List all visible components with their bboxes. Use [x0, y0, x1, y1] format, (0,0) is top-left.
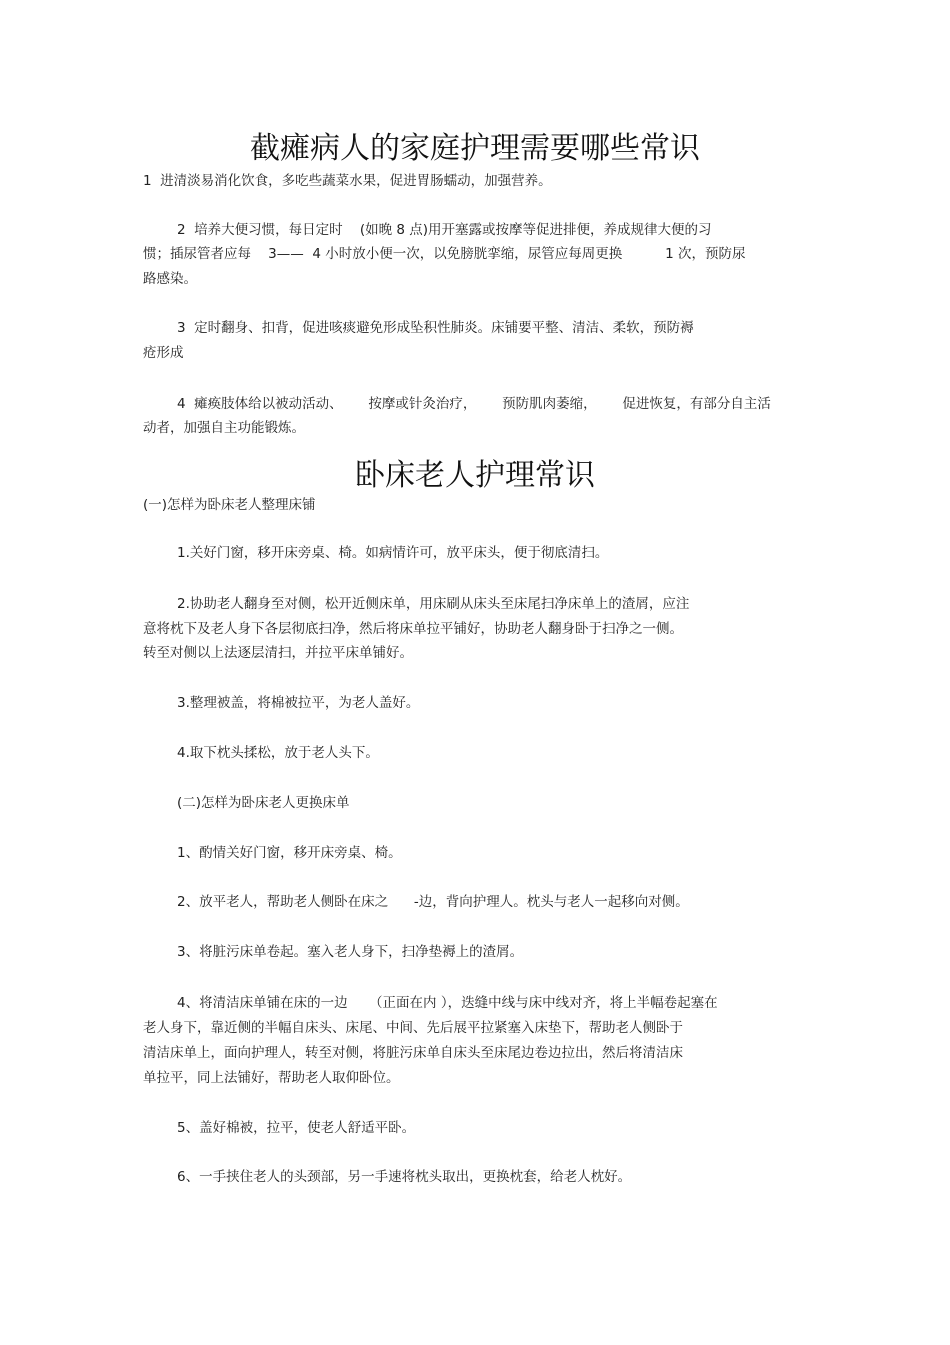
paragraph-line: 惯；插尿管者应每 3—— 4 小时放小便一次，以免膀胱挛缩，尿管应每周更换 1 次，预防尿: [143, 246, 746, 262]
paragraph-line: 意将枕下及老人身下各层彻底扫净，然后将床单拉平铺好，协助老人翻身卧于扫净之一侧。: [143, 621, 683, 637]
paragraph-line: 2 培养大便习惯，每日定时 (如晚 8 点)用开塞露或按摩等促进排便，养成规律大便的习: [177, 222, 712, 238]
paragraph-line: 3 定时翻身、扣背，促进咳痰避免形成坠积性肺炎。床铺要平整、清洁、柔软，预防褥: [177, 320, 694, 336]
paragraph-line: 单拉平，同上法铺好，帮助老人取仰卧位。: [143, 1070, 400, 1086]
paragraph-line: 3.整理被盖，将棉被拉平，为老人盖好。: [177, 695, 420, 711]
paragraph-line: 路感染。: [143, 271, 197, 287]
paragraph-line: 1、酌情关好门窗，移开床旁桌、椅。: [177, 845, 402, 861]
paragraph-line: 5、盖好棉被，拉平，使老人舒适平卧。: [177, 1120, 416, 1136]
title-bedridden-elderly-care: 卧床老人护理常识: [355, 458, 595, 493]
paragraph-line: 3、将脏污床单卷起。塞入老人身下，扫净垫褥上的渣屑。: [177, 944, 524, 960]
paragraph-line: 动者，加强自主功能锻炼。: [143, 420, 305, 436]
section-heading: (二)怎样为卧床老人更换床单: [177, 795, 350, 811]
title-paraplegia-care: 截瘫病人的家庭护理需要哪些常识: [250, 131, 700, 166]
paragraph-line: 老人身下，靠近侧的半幅自床头、床尾、中间、先后展平拉紧塞入床垫下，帮助老人侧卧于: [143, 1020, 683, 1036]
paragraph-line: 2、放平老人，帮助老人侧卧在床之 -边，背向护理人。枕头与老人一起移向对侧。: [177, 894, 689, 910]
paragraph-line: 4 瘫痪肢体给以被动活动、 按摩或针灸治疗， 预防肌肉萎缩， 促进恢复，有部分自主活: [177, 396, 771, 412]
paragraph-line: 4、将清洁床单铺在床的一边 （正面在内 ），迭缝中线与床中线对齐，将上半幅卷起塞在: [177, 995, 718, 1011]
paragraph-line: 4.取下枕头揉松，放于老人头下。: [177, 745, 379, 761]
paragraph-line: 2.协助老人翻身至对侧，松开近侧床单，用床刷从床头至床尾扫净床单上的渣屑，应注: [177, 596, 690, 612]
paragraph-line: 1.关好门窗，移开床旁桌、椅。如病情许可，放平床头，便于彻底清扫。: [177, 545, 609, 561]
paragraph-line: 转至对侧以上法逐层清扫，并拉平床单铺好。: [143, 645, 413, 661]
paragraph-line: 清洁床单上，面向护理人，转至对侧，将脏污床单自床头至床尾边卷边拉出，然后将清洁床: [143, 1045, 683, 1061]
paragraph-line: 1 进清淡易消化饮食，多吃些蔬菜水果，促进胃肠蠕动，加强营养。: [143, 173, 552, 189]
section-heading: (一)怎样为卧床老人整理床铺: [143, 497, 316, 513]
paragraph-line: 疮形成: [143, 345, 184, 361]
paragraph-line: 6、一手挟住老人的头颈部，另一手速将枕头取出，更换枕套，给老人枕好。: [177, 1169, 632, 1185]
